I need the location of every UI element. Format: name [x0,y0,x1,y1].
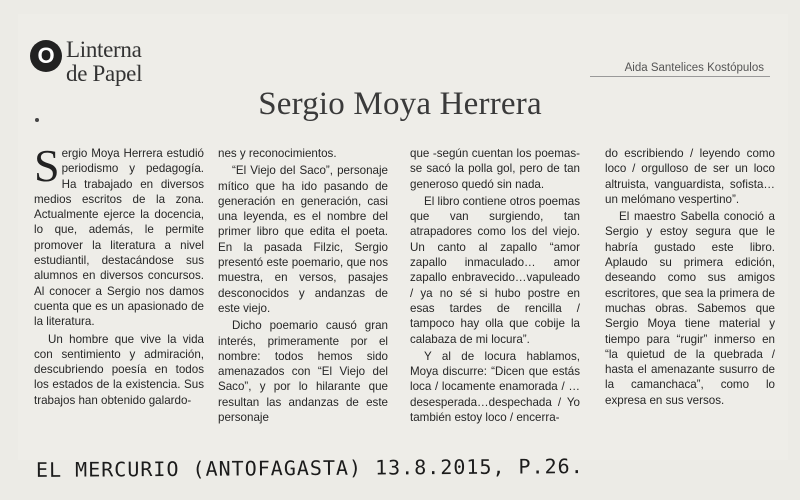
bullet-dot [35,118,39,122]
drop-cap: S [34,140,60,191]
section-logo [30,38,142,86]
article-column-1 [34,140,204,408]
logo-circle-icon: O [30,40,62,72]
paragraph: “El Viejo del Saco”, personaje mítico que ha ido pasando de generación en generación, casi una leyenda, es el nombre del primer libro que edita el poeta. En la pasada Filzic, Sergio presentó este poemario, que nos muestra, en versos, pasajes desconocidos y andanzas de este viejo. [218,164,388,315]
paragraph: do escribiendo / leyendo como loco / orgulloso de ser un loco altruista, vanguardista, sofista…un melómano vespertino”. [605,147,775,206]
paragraph: Un hombre que vive la vida con sentimiento y admiración, descubriendo poesía en todos los estados de la existencia. Sus trabajos han obtenido galardo- [34,332,204,407]
paragraph: que -según cuentan los poemas- se sacó la polla gol, pero de tan generoso quedó sin nada. [410,147,580,191]
paragraph: El maestro Sabella conoció a Sergio y estoy segura que le habría gustado este libro. Aplaudo su primera edición, deseando como sus amigos escritores, que sea la primera de muchas obras. Sabemos que Sergio Moya tiene material y tiempo para “rugir” inmerso en “la quietud de la quebrada / hasta el amenazante susurro de la camanchaca”, como lo expresa en sus versos. [605,210,775,407]
paragraph: nes y reconocimientos. [218,147,337,160]
author-byline: Aida Santelices Kostópulos [624,62,764,74]
section-name-line2: de Papel [66,61,143,86]
section-name-line1: Linterna [66,37,142,62]
byline-rule [590,76,770,77]
section-name [66,38,142,86]
paragraph-text: ergio Moya Herrera estudió periodismo y pedagogía. Ha trabajado en diversos medios escritos de la zona. Actualmente ejerce la docencia, lo que, además, le permite promover la literatura a nivel estudiantil, destacándose sus alumnos en diversos concursos. Al conocer a Sergio nos damos cuenta que es un apasionado de la literatura. [34,147,204,329]
article-column-4 [605,146,775,408]
paragraph: El libro contiene otros poemas que van surgiendo, tan atrapadores como los del viejo. Un canto al zapallo “amor zapallo inmaculado… amor zapallo enbravecido…vapuleado / ya no sé si hubo postre en esas tardes de rencilla / tampoco hay olla que cobije la calabaza de mi locura”. [410,194,580,346]
paragraph: Dicho poemario causó gran interés, primeramente por el nombre: todos hemos sido amenazados con “El Viejo del Saco”, y por lo hilarante que resultan las andanzas de este personaje [218,319,388,425]
paragraph: Y al de locura hablamos, Moya discurre: “Dicen que estás loca / locamente enamorada / …desesperada…despechada / Yo también estoy loco / encerra- [410,349,580,425]
paragraph [34,140,204,330]
article-column-2 [218,146,388,425]
article-headline: Sergio Moya Herrera [258,86,542,122]
handwritten-source-note: EL MERCURIO (ANTOFAGASTA) 13.8.2015, P.26. [35,454,584,482]
article-column-3 [410,146,580,425]
